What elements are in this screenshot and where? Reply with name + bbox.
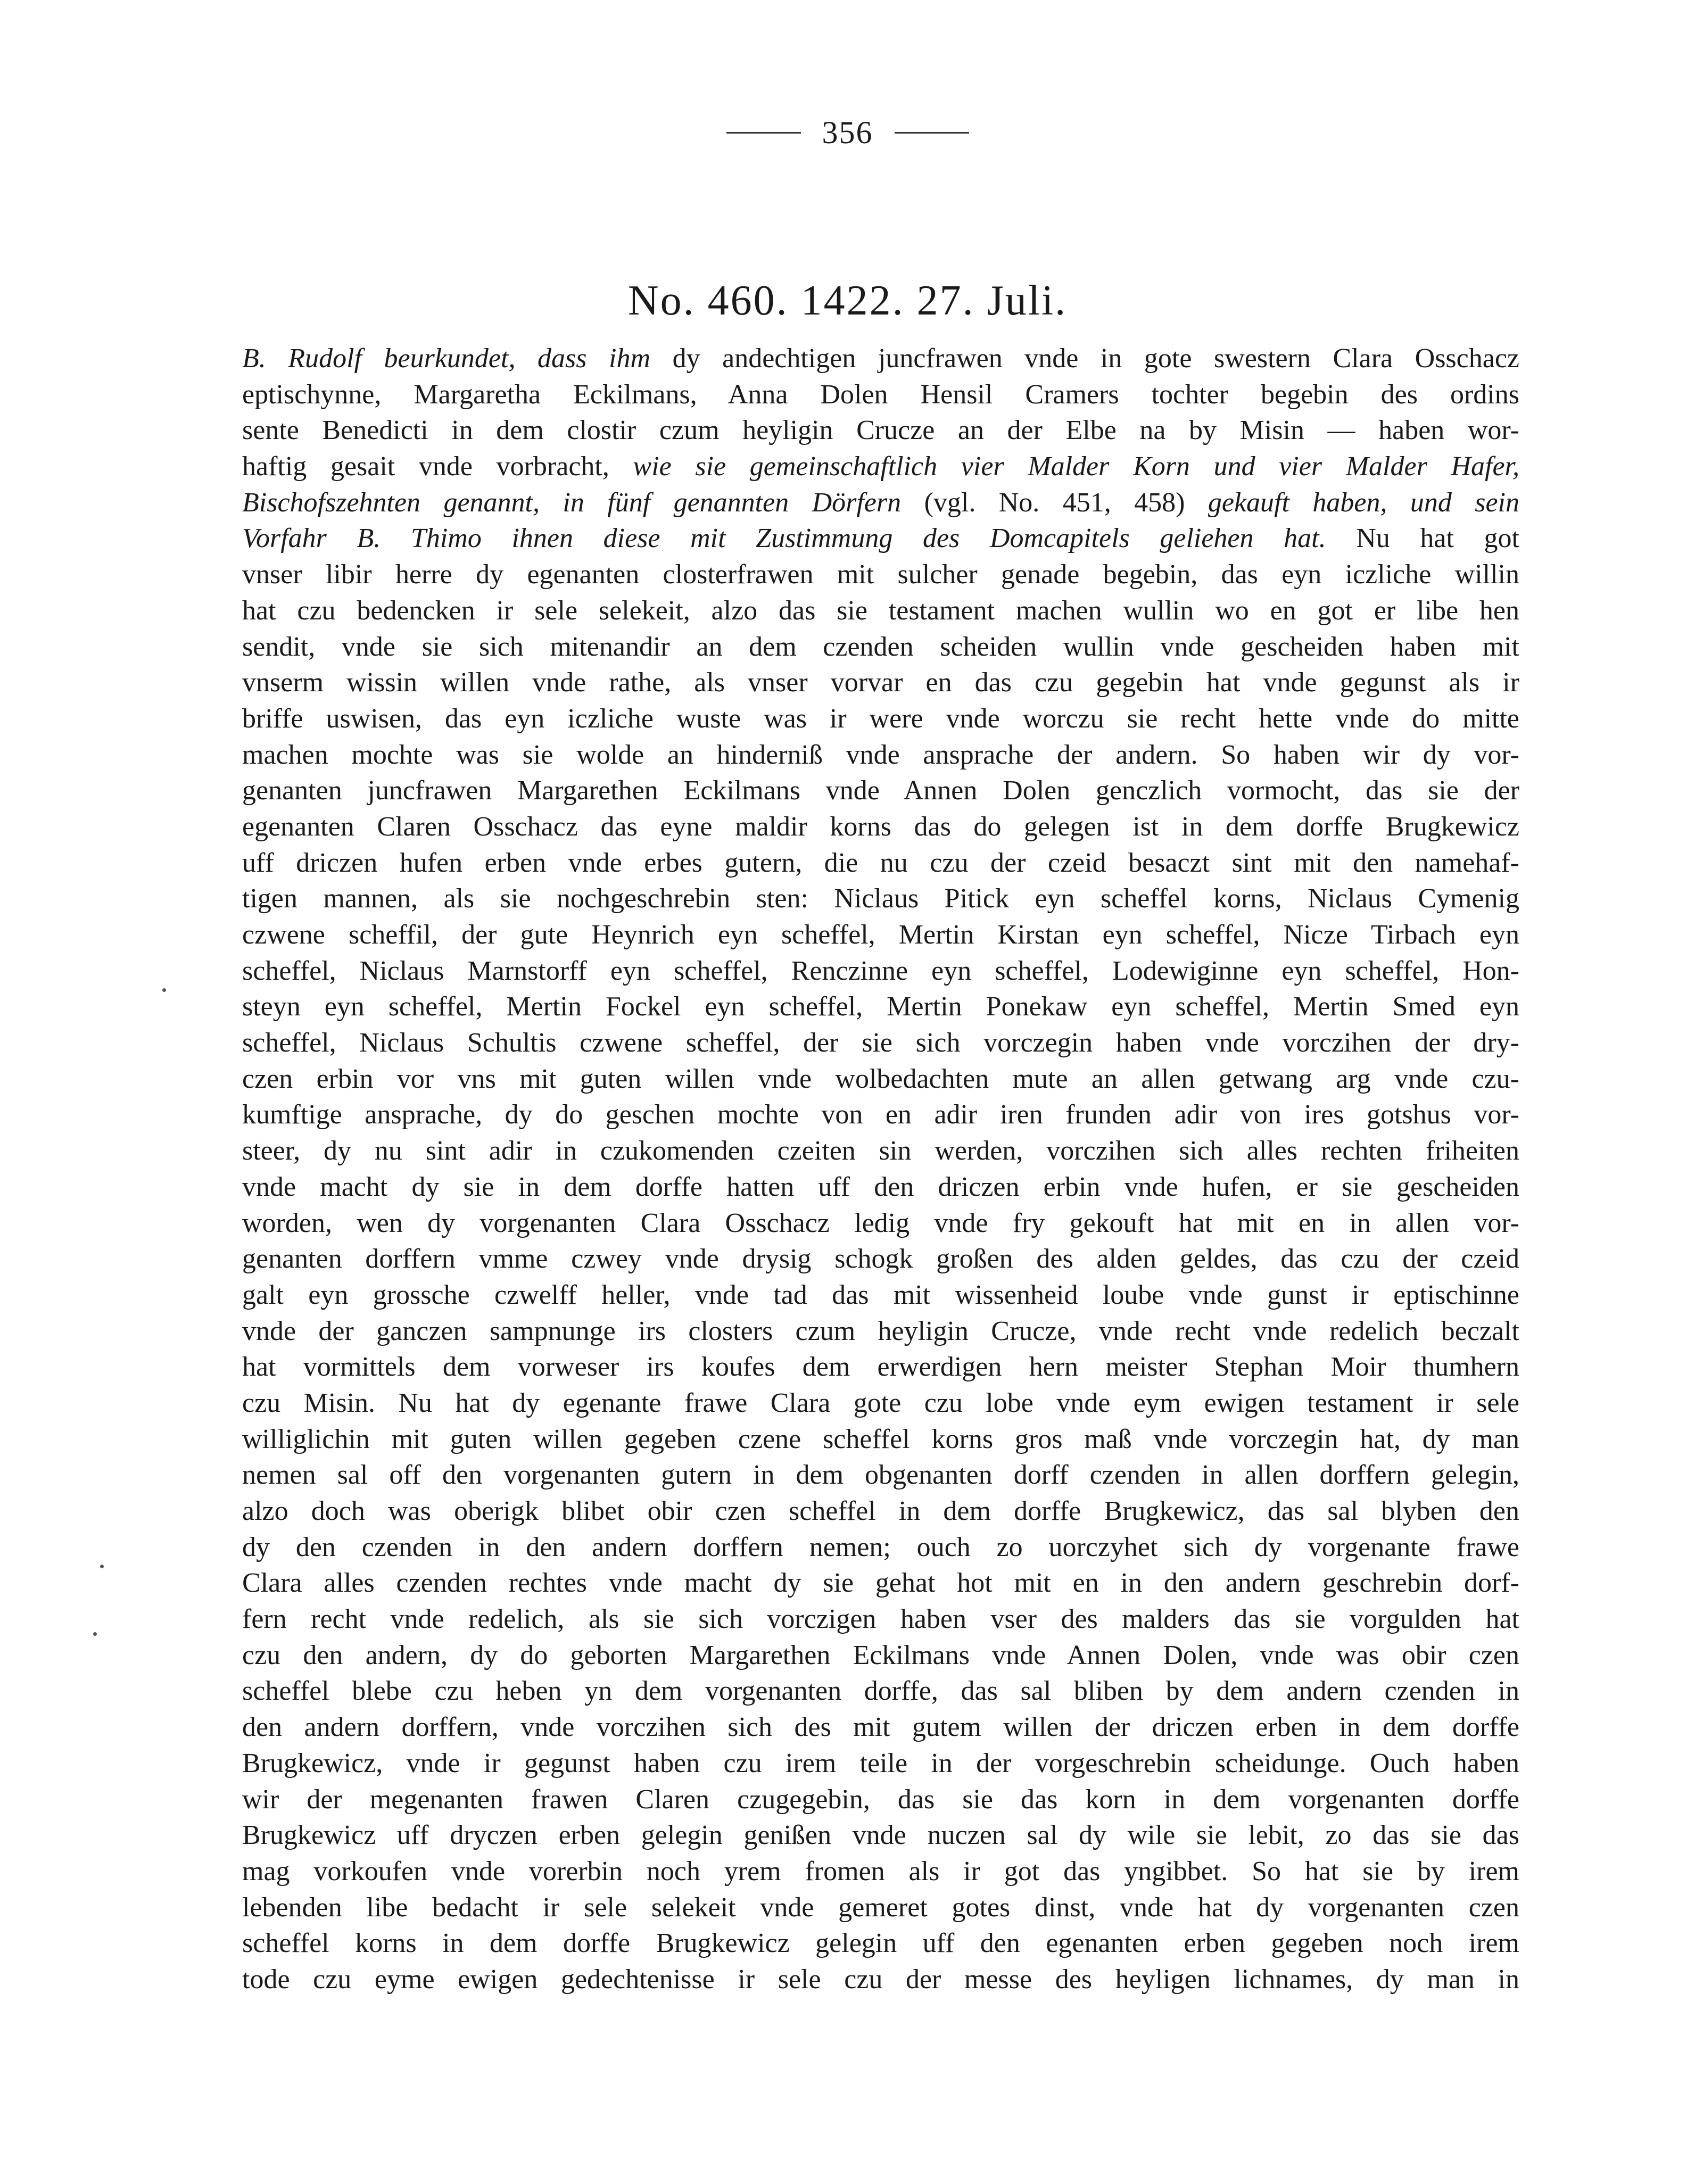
text-run: tigen mannen, als sie nochgeschrebin sten: Niclaus Pitick eyn scheffel korns, Niclaus Cymenig (242, 883, 1519, 914)
text-line (242, 1277, 1519, 1313)
text-line (242, 1349, 1519, 1385)
text-line (242, 773, 1519, 809)
text-line (242, 1782, 1519, 1818)
text-line (242, 520, 1519, 557)
text-run: fern recht vnde redelich, als sie sich vorczigen haben vser des malders das sie vorgulden hat (242, 1604, 1519, 1635)
text-line (242, 989, 1519, 1025)
text-line (242, 737, 1519, 773)
text-line (242, 1457, 1519, 1493)
margin-mark (100, 1565, 104, 1568)
margin-mark (162, 988, 166, 992)
header-rule-left (726, 132, 801, 134)
text-line (242, 412, 1519, 449)
text-run: lebenden libe bedacht ir sele selekeit vnde gemeret gotes dinst, vnde hat dy vorgenanten czen (242, 1892, 1519, 1923)
text-line (242, 845, 1519, 881)
text-run: genanten juncfrawen Margarethen Eckilmans vnde Annen Dolen genczlich vormocht, das sie der (242, 775, 1519, 806)
text-run: egenanten Claren Osschacz das eyne maldir korns das do gelegen ist in dem dorffe Brugkewicz (242, 811, 1519, 842)
text-line (242, 629, 1519, 665)
text-line (242, 1890, 1519, 1926)
text-line (242, 953, 1519, 989)
text-line (242, 1025, 1519, 1061)
text-line (242, 1637, 1519, 1674)
text-run: scheffel, Niclaus Marnstorff eyn scheffel, Renczinne eyn scheffel, Lodewiginne eyn scheffel, Hon- (242, 955, 1519, 986)
text-line (242, 485, 1519, 521)
text-run: scheffel, Niclaus Schultis czwene scheffel, der sie sich vorczegin haben vnde vorczihen der dry- (242, 1028, 1519, 1058)
text-line (242, 1241, 1519, 1277)
text-run: sente Benedicti in dem clostir czum heyligin Crucze an der Elbe na by Misin — haben wor- (242, 415, 1519, 446)
text-run: (vgl. No. 451, 458) (901, 487, 1208, 518)
text-run: scheffel korns in dem dorffe Brugkewicz gelegin uff den egenanten erben gegeben noch irem (242, 1928, 1519, 1959)
text-line (242, 1385, 1519, 1421)
text-run: steyn eyn scheffel, Mertin Fockel eyn scheffel, Mertin Ponekaw eyn scheffel, Mertin Smed eyn (242, 991, 1519, 1022)
margin-mark (93, 1632, 97, 1636)
text-line (242, 1854, 1519, 1890)
text-run: alzo doch was oberigk blibet obir czen scheffel in dem dorffe Brugkewicz, das sal blyben den (242, 1496, 1519, 1526)
text-run: czu den andern, dy do geborten Margarethen Eckilmans vnde Annen Dolen, vnde was obir czen (242, 1640, 1519, 1670)
italic-summary-run: wie sie gemeinschaftlich vier Malder Korn und vier Malder Hafer, (633, 451, 1519, 482)
text-run: Nu hat got (1326, 523, 1519, 554)
text-run: steer, dy nu sint adir in czukomenden czeiten sin werden, vorczihen sich alles rechten friheiten (242, 1136, 1519, 1167)
italic-summary-run: gekauft haben, und sein (1208, 487, 1519, 518)
text-line (242, 1133, 1519, 1169)
text-line (242, 809, 1519, 845)
text-run: czen erbin vor vns mit guten willen vnde wolbedachten mute an allen getwang arg vnde czu- (242, 1063, 1519, 1094)
text-run: williglichin mit guten willen gegeben czene scheffel korns gros maß vnde vorczegin hat, dy man (242, 1424, 1519, 1454)
text-run: vnde macht dy sie in dem dorffe hatten uff den driczen erbin vnde hufen, er sie gescheiden (242, 1171, 1519, 1202)
italic-summary-run: B. Rudolf beurkundet, dass ihm (242, 343, 651, 374)
text-run: machen mochte was sie wolde an hinderniß vnde ansprache der andern. So haben wir dy vor- (242, 739, 1519, 770)
text-line (242, 1817, 1519, 1854)
text-line (242, 665, 1519, 701)
text-run: Clara alles czenden rechtes vnde macht dy sie gehat hot mit en in den andern geschrebin dorf- (242, 1568, 1519, 1599)
text-line (242, 1962, 1519, 1998)
document-body (242, 341, 1519, 1998)
text-run: uff driczen hufen erben vnde erbes gutern, die nu czu der czeid besaczt sint mit den namehaf- (242, 847, 1519, 878)
page-number: 356 (822, 115, 873, 150)
text-run: tode czu eyme ewigen gedechtenisse ir sele czu der messe des heyligen lichnames, dy man in (242, 1964, 1519, 1995)
text-run: Brugkewicz, vnde ir gegunst haben czu irem teile in der vorgeschrebin scheidunge. Ouch haben (242, 1748, 1519, 1778)
text-run: vnde der ganczen sampnunge irs closters czum heyligin Crucze, vnde recht vnde redelich beczalt (242, 1316, 1519, 1346)
text-run: eptischynne, Margaretha Eckilmans, Anna Dolen Hensil Cramers tochter begebin des ordins (242, 379, 1519, 410)
text-line (242, 1421, 1519, 1458)
text-line (242, 341, 1519, 377)
text-run: genanten dorffern vmme czwey vnde drysig schogk großen des alden geldes, das czu der czeid (242, 1244, 1519, 1275)
text-line (242, 1601, 1519, 1637)
text-run: czu Misin. Nu hat dy egenante frawe Clara gote czu lobe vnde eym ewigen testament ir sele (242, 1387, 1519, 1418)
text-run: mag vorkoufen vnde vorerbin noch yrem fromen als ir got das yngibbet. So hat sie by irem (242, 1856, 1519, 1887)
text-line (242, 701, 1519, 737)
text-run: haftig gesait vnde vorbracht, (242, 451, 633, 482)
text-line (242, 593, 1519, 629)
text-run: Brugkewicz uff dryczen erben gelegin genißen vnde nuczen sal dy wile sie lebit, zo das sie das (242, 1820, 1519, 1851)
text-run: czwene scheffil, der gute Heynrich eyn scheffel, Mertin Kirstan eyn scheffel, Nicze Tirbach eyn (242, 920, 1519, 950)
text-line (242, 917, 1519, 953)
text-line (242, 557, 1519, 593)
text-line (242, 449, 1519, 485)
text-line (242, 1925, 1519, 1962)
text-run: kumftige ansprache, dy do geschen mochte von en adir iren frunden adir von ires gotshus vor- (242, 1099, 1519, 1130)
text-run: dy andechtigen juncfrawen vnde in gote swestern Clara Osschacz (650, 343, 1519, 374)
text-run: worden, wen dy vorgenanten Clara Osschacz ledig vnde fry gekouft hat mit en in allen vor- (242, 1207, 1519, 1238)
text-line (242, 1097, 1519, 1133)
text-line (242, 1493, 1519, 1529)
text-line (242, 377, 1519, 413)
page-header (0, 114, 1695, 151)
text-run: vnserm wissin willen vnde rathe, als vnser vorvar en das czu gegebin hat vnde gegunst als ir (242, 667, 1519, 698)
text-line (242, 1529, 1519, 1566)
text-run: briffe uswisen, das eyn iczliche wuste was ir were vnde worczu sie recht hette vnde do mitte (242, 703, 1519, 734)
text-run: hat czu bedencken ir sele selekeit, alzo das sie testament machen wullin wo en got er libe hen (242, 595, 1519, 626)
italic-summary-run: Vorfahr B. Thimo ihnen diese mit Zustimmung des Domcapitels geliehen hat. (242, 523, 1326, 554)
text-run: dy den czenden in den andern dorffern nemen; ouch zo uorczyhet sich dy vorgenante frawe (242, 1532, 1519, 1562)
italic-summary-run: Bischofszehnten genannt, in fünf genannten Dörfern (242, 487, 902, 518)
text-run: scheffel blebe czu heben yn dem vorgenanten dorffe, das sal bliben by dem andern czenden in (242, 1676, 1519, 1707)
text-line (242, 1565, 1519, 1601)
text-line (242, 1205, 1519, 1242)
text-line (242, 1673, 1519, 1709)
document-heading: No. 460. 1422. 27. Juli. (627, 277, 1068, 324)
text-line (242, 1745, 1519, 1782)
text-line (242, 1169, 1519, 1205)
text-run: vnser libir herre dy egenanten closterfrawen mit sulcher genade begebin, das eyn iczliche willin (242, 559, 1519, 590)
text-line (242, 1709, 1519, 1745)
header-rule-right (895, 132, 969, 134)
text-run: wir der megenanten frawen Claren czugegebin, das sie das korn in dem vorgenanten dorffe (242, 1784, 1519, 1815)
text-run: sendit, vnde sie sich mitenandir an dem czenden scheiden wullin vnde gescheiden haben mit (242, 631, 1519, 662)
text-run: hat vormittels dem vorweser irs koufes dem erwerdigen hern meister Stephan Moir thumhern (242, 1352, 1519, 1383)
text-run: galt eyn grossche czwelff heller, vnde tad das mit wissenheid loube vnde gunst ir eptischinne (242, 1279, 1519, 1310)
text-line (242, 1313, 1519, 1350)
text-run: nemen sal off den vorgenanten gutern in dem obgenanten dorff czenden in allen dorffern gelegin, (242, 1460, 1519, 1491)
text-run: den andern dorffern, vnde vorczihen sich des mit gutem willen der driczen erben in dem dorffe (242, 1712, 1519, 1743)
text-line (242, 881, 1519, 917)
text-line (242, 1061, 1519, 1097)
